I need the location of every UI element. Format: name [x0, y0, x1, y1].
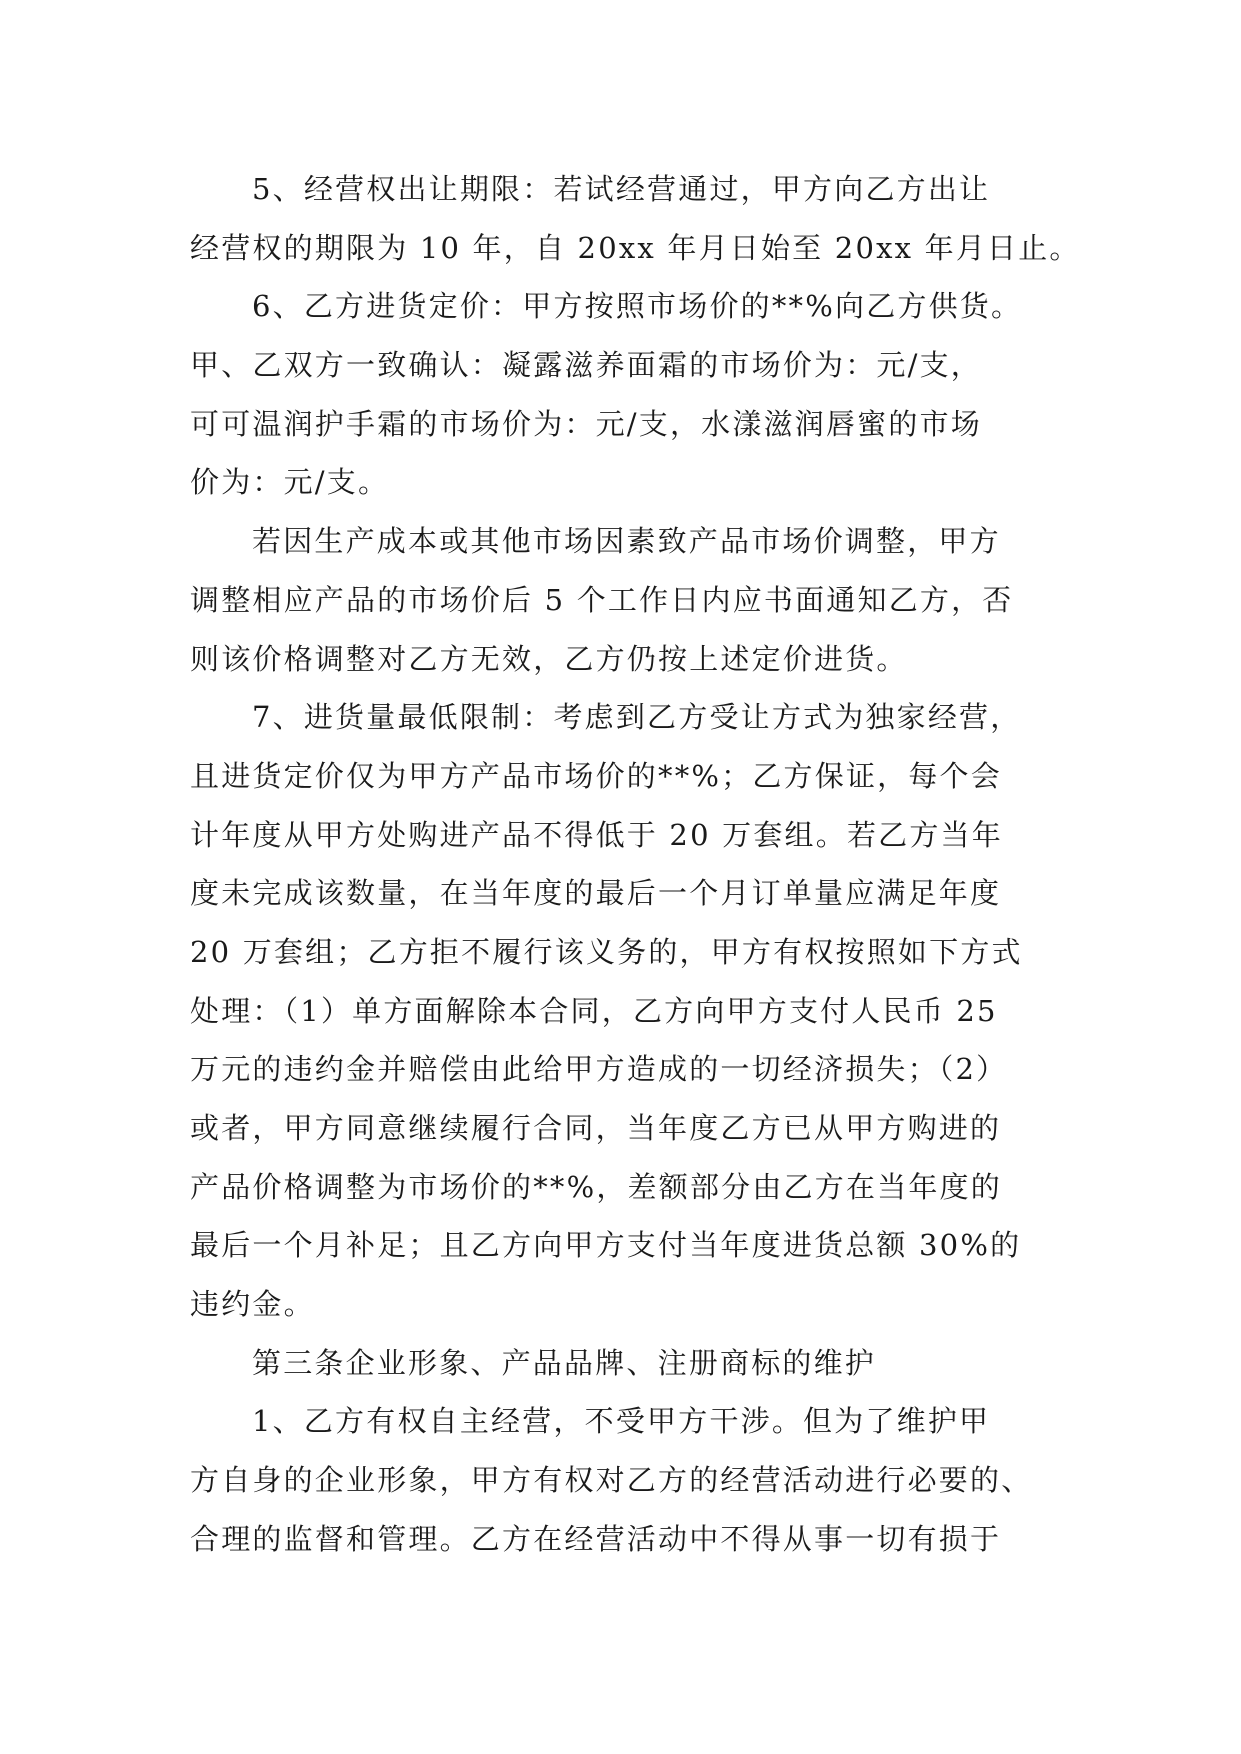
text-line: 5、经营权出让期限：若试经营通过，甲方向乙方出让: [252, 172, 991, 206]
section-heading-article-3: [190, 1334, 1075, 1393]
paragraph-price-adjustment: [190, 512, 1075, 688]
text-line: 最后一个月补足；且乙方向甲方支付当年度进货总额 30%的: [190, 1228, 1022, 1263]
text-line: 若因生产成本或其他市场因素致产品市场价调整，甲方: [252, 524, 1001, 559]
text-line: 或者，甲方同意继续履行合同，当年度乙方已从甲方购进的: [190, 1111, 1002, 1145]
text-line: 产品价格调整为市场价的**%，差额部分由乙方在当年度的: [190, 1169, 1002, 1204]
text-line: 违约金。: [190, 1287, 315, 1322]
text-line: 且进货定价仅为甲方产品市场价的**%；乙方保证，每个会: [190, 758, 1002, 793]
text-line: 方自身的企业形象，甲方有权对乙方的经营活动进行必要的、: [190, 1463, 1033, 1498]
text-line: 1、乙方有权自主经营，不受甲方干涉。但为了维护甲: [252, 1404, 991, 1439]
text-line: 调整相应产品的市场价后 5 个工作日内应书面通知乙方，否: [190, 582, 1014, 617]
text-line: 度未完成该数量，在当年度的最后一个月订单量应满足年度: [190, 876, 1002, 911]
text-line: 万元的违约金并赔偿由此给甲方造成的一切经济损失；（2）: [190, 1052, 1008, 1087]
document-page: [190, 160, 1081, 1569]
paragraph-clause-7: [190, 688, 1075, 1334]
text-line: 计年度从甲方处购进产品不得低于 20 万套组。若乙方当年: [190, 817, 1003, 852]
text-line: 6、乙方进货定价：甲方按照市场价的**%向乙方供货。: [252, 289, 1023, 324]
text-line: 则该价格调整对乙方无效，乙方仍按上述定价进货。: [190, 641, 908, 676]
text-line: 第三条企业形象、产品品牌、注册商标的维护: [252, 1345, 877, 1380]
text-line: 处理：（1）单方面解除本合同，乙方向甲方支付人民币 25: [190, 993, 998, 1028]
paragraph-article-3-clause-1: [190, 1392, 1075, 1568]
text-line: 7、进货量最低限制：考虑到乙方受让方式为独家经营，: [252, 700, 1022, 735]
text-line: 20 万套组；乙方拒不履行该义务的，甲方有权按照如下方式: [190, 934, 1023, 969]
text-line: 合理的监督和管理。乙方在经营活动中不得从事一切有损于: [190, 1521, 1002, 1556]
text-line: 价为：元/支。: [190, 465, 390, 500]
paragraph-clause-5: [190, 160, 1081, 277]
text-line: 甲、乙双方一致确认：凝露滋养面霜的市场价为：元/支，: [190, 348, 982, 383]
paragraph-clause-6: [190, 277, 1075, 512]
text-line: 可可温润护手霜的市场价为：元/支，水漾滋润唇蜜的市场: [190, 406, 982, 441]
text-line: 经营权的期限为 10 年，自 20xx 年月日始至 20xx 年月日止。: [190, 230, 1081, 265]
